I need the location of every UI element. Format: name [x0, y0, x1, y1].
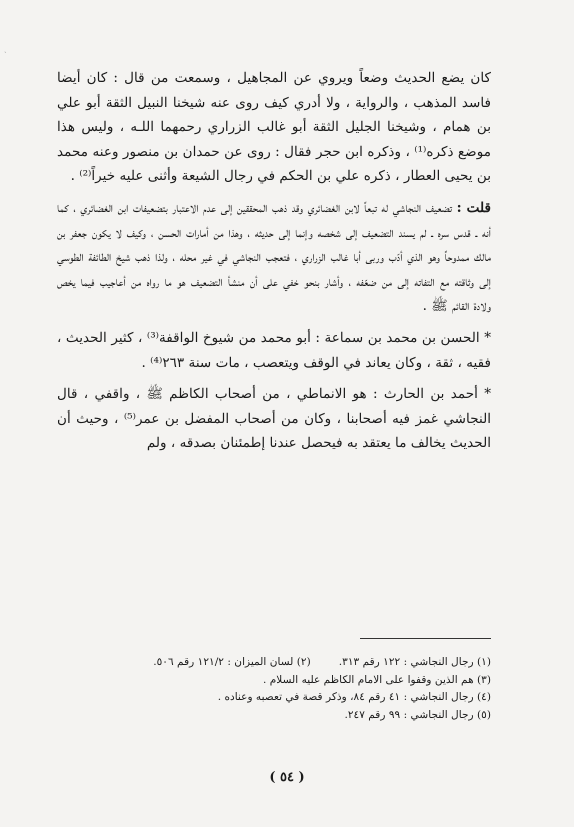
paragraph-2-lead: قلت :: [456, 199, 491, 216]
paragraph-4: * أحمد بن الحارث : هو الانماطي ، من أصحاب الكاظم ﷺ ، واقفي ، قال النجاشي غمز فيه أصحابنا ، وكان من أصحاب المفضل بن عمر⁽⁵⁾ ، وحيث أن الحديث يخالف ما يعتقد به فيحصل عندنا إطمئنان بصدقه ، ولم: [57, 386, 491, 452]
footnote-row: [57, 654, 491, 672]
page-number: ( ٥٤ ): [269, 770, 305, 785]
paragraph-3: * الحسن بن محمد بن سماعة : أبو محمد من شيوخ الواقفة⁽³⁾ ، كثير الحديث ، فقيه ، ثقة ، وكان يعاند في الوقف ويتعصب ، مات سنة ٢٦٣⁽⁴⁾ .: [57, 329, 491, 371]
scan-mark: ˏ: [4, 44, 7, 53]
footnote-4: (٤) رجال النجاشي : ٤١ رقم ٨٤، وذكر قصة في تعصبه وعناده .: [217, 691, 491, 704]
footnotes: [57, 654, 491, 724]
footnote-3: (٣) هم الذين وقفوا على الامام الكاظم عليه السلام .: [262, 673, 491, 686]
main-text: [57, 66, 491, 456]
paragraph-1: كان يضع الحديث وضعاً ويروي عن المجاهيل ، وسمعت من قال : كان أيضا فاسد المذهب ، والرواية ، ولا أدري كيف روى عنه شيخنا النبيل الثقة أبو علي بن همام ، وشيخنا الجليل الثقة أبو غالب الزراري رحمهما اللـه ، وليس هذا موضع ذكره⁽¹⁾ ، وذكره ابن حجر فقال : روى عن حمدان بن منصور وعنه محمد بن يحيى العطار ، ذكره علي بن الحكم في رجال الشيعة وأثنى عليه خيراً⁽²⁾ .: [57, 70, 491, 185]
paragraph-2-text: تضعيف النجاشي له تبعاً لابن الغضائري وقد ذهب المحققين إلى عدم الاعتبار بتضعيفات ابن الغضائري ، كما أنه ـ قدس سره ـ لم يسند التضعيف إلى شخصه وإنما إلى حديثه ، وهذا من أمارات الحسن ، وكيف لا يكون جعفر بن مالك ممدوحاً وهو الذي أدّب وربى أبا غالب الزراري ، فتعجب النجاشي في غير محله ، ولذا ذهب شيخ الطائفة الطوسي إلى وثاقته مع التفاته إلى من ضعّفه ، وأشار بنحو خفي على أن منشأ التضعيف هو ما رواه من أعاجيب فيما يخص ولادة القائم ﷺ .: [57, 199, 491, 315]
footnote-5: (٥) رجال النجاشي : ٩٩ رقم ٢٤٧.: [344, 708, 491, 721]
paragraph-2: [57, 196, 491, 319]
footnote-2: (٢) لسان الميزان : ١٢١/٢ رقم ٥٠٦.: [153, 656, 311, 668]
footnote-1: (١) رجال النجاشي : ١٢٢ رقم ٣١٣.: [338, 656, 491, 668]
footnote-divider: [360, 638, 491, 639]
